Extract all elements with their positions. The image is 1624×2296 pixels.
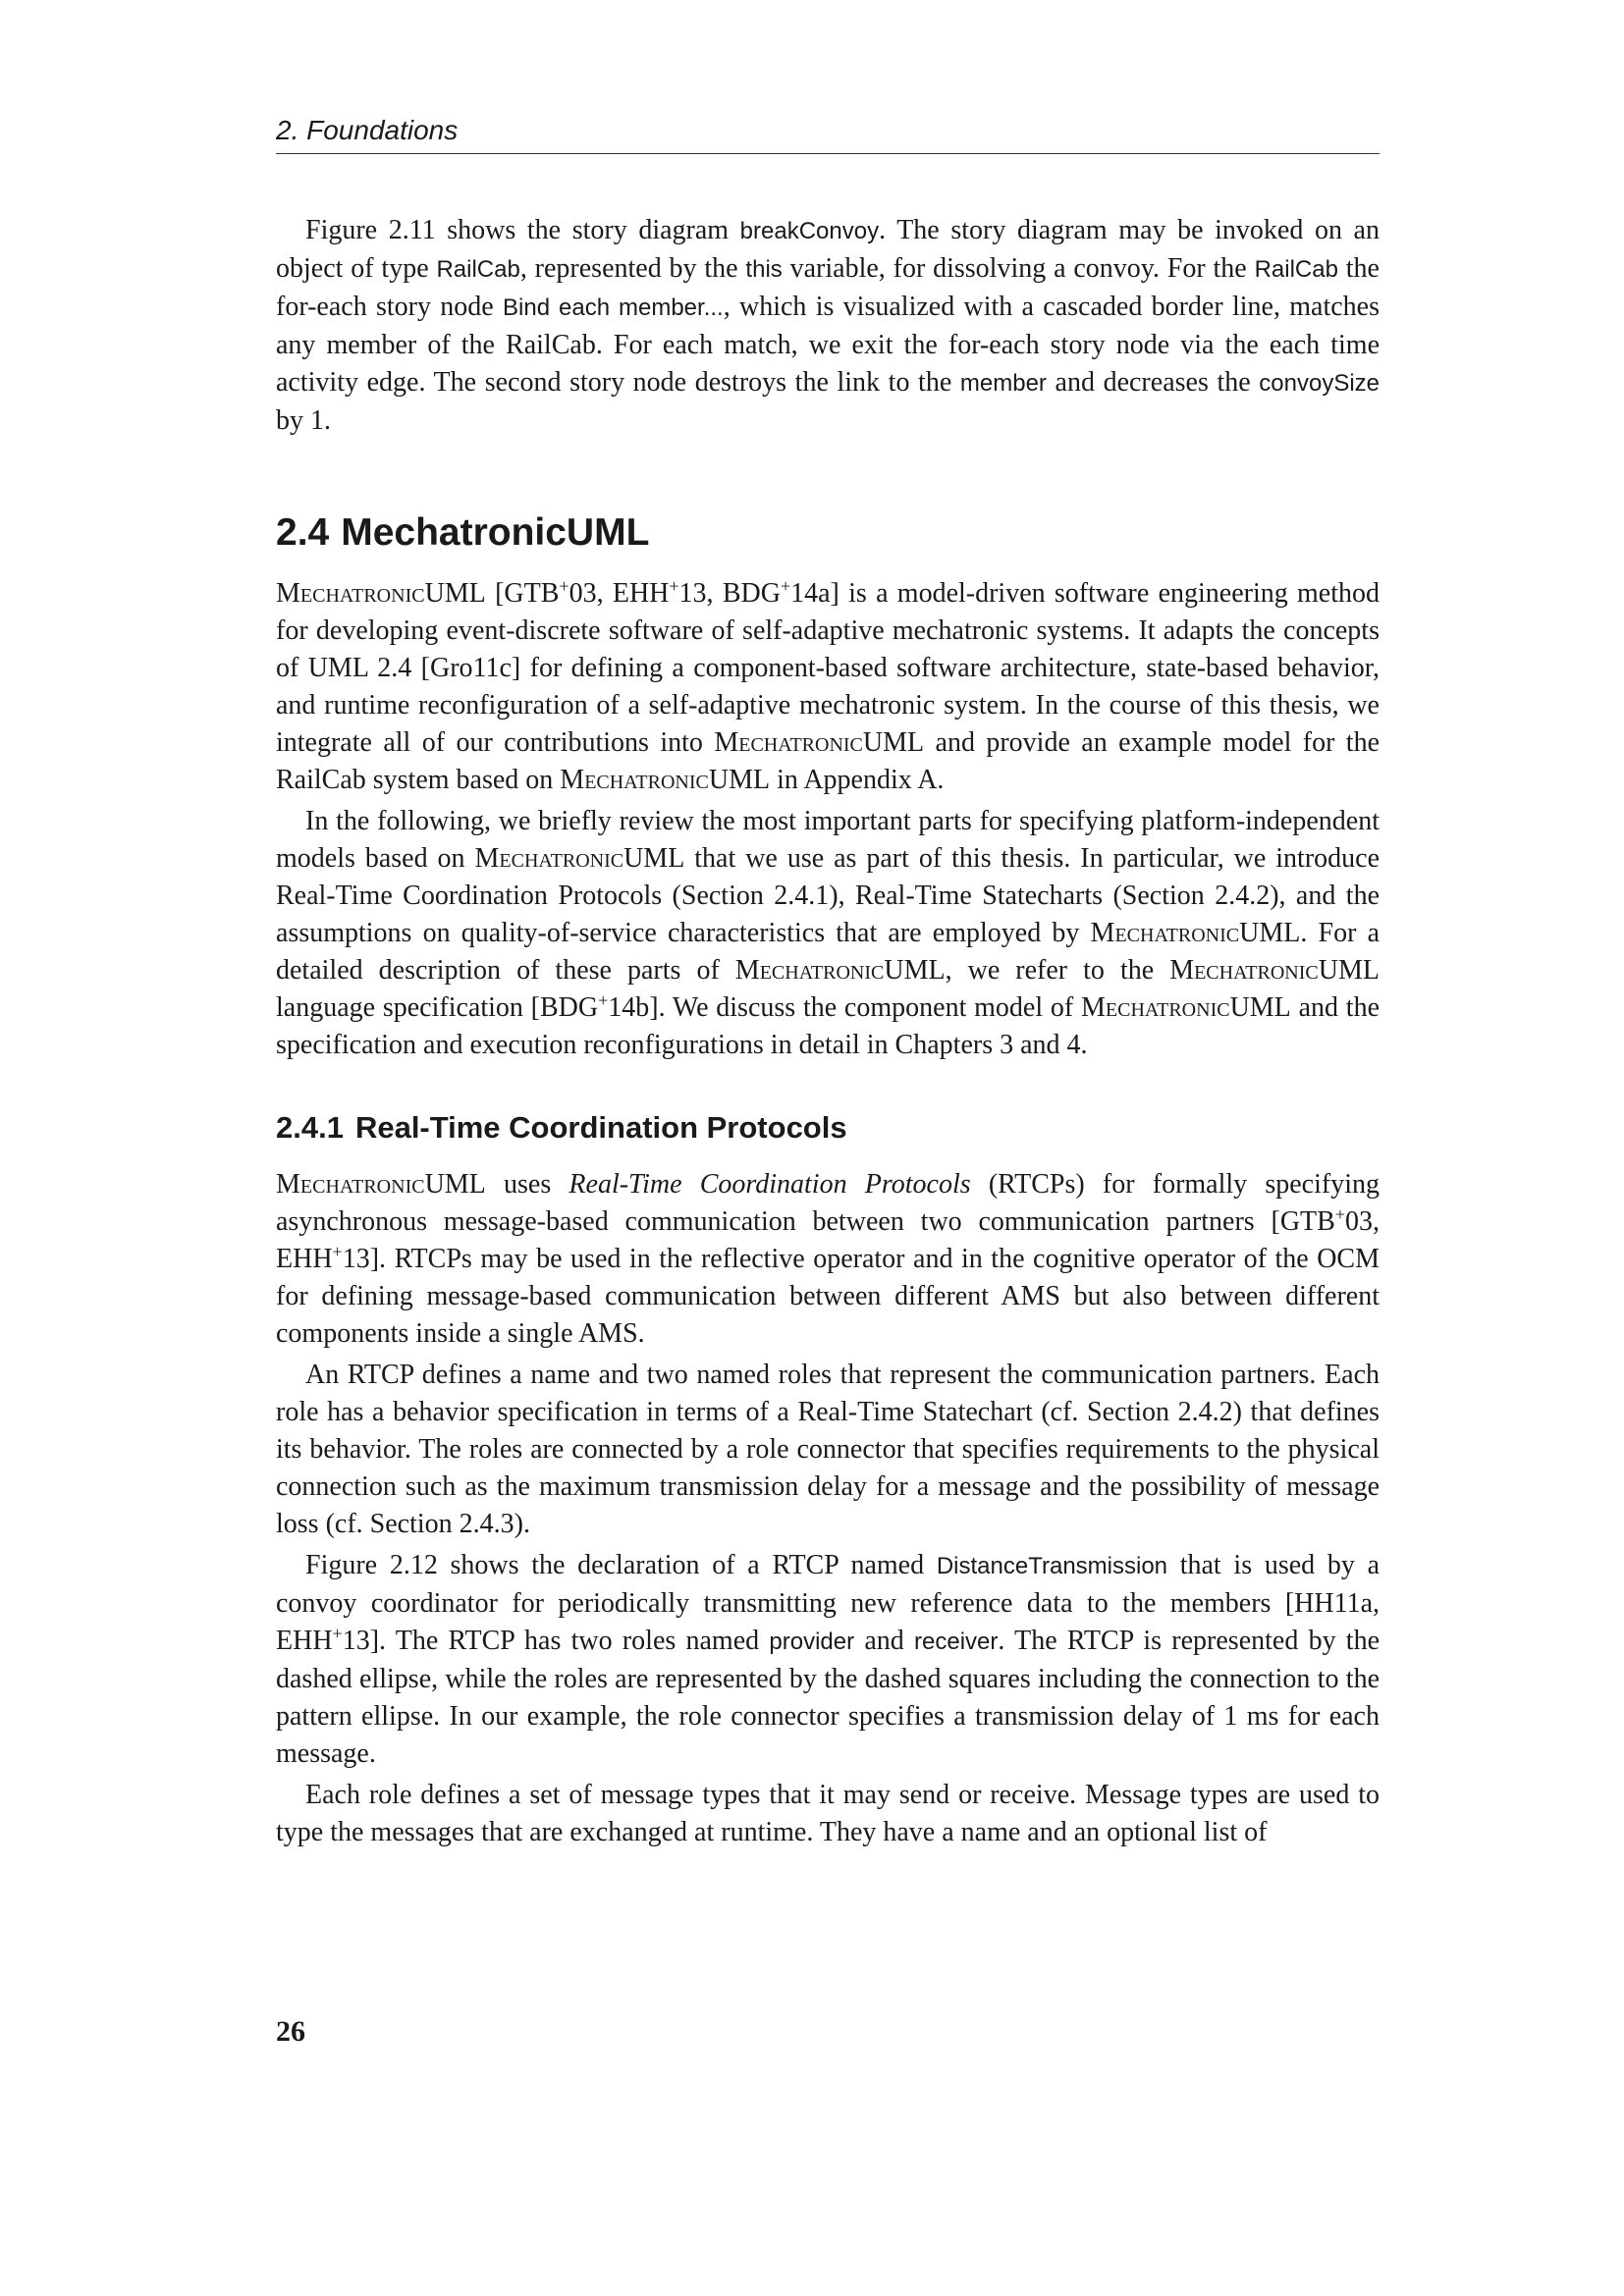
text-run: (RTCPs) for formally specifying asynchronous message-based communication between two communication partners [GTB [276, 1169, 1380, 1237]
text-run: 03, EHH [568, 578, 670, 609]
text-run: and the specification and execution reconfigurations in detail in Chapters 3 and 4. [276, 992, 1380, 1060]
code-term: RailCab [436, 256, 520, 283]
text-run: 13]. The RTCP has two roles named [342, 1626, 770, 1656]
text-run: in Appendix A. [770, 765, 945, 795]
text-run: An RTCP defines a name and two named roles that represent the communication partners. Each role has a behavior specification in terms of a Real-Time Statechart (cf. Section 2.4.2) that defines its behavior. The roles are connected by a role connector that specifies requirements to the physical connection such as the maximum transmission delay for a message and the possibility of message loss (cf. Section 2.4.3). [276, 1360, 1380, 1539]
text-run: , we refer to the [945, 955, 1170, 986]
code-term: RailCab [1254, 256, 1338, 283]
text-run: that is used by a convoy coordinator for periodically transmitting new reference data to the members [HH11a, EHH [276, 1550, 1380, 1656]
text-run: , represented by the [519, 253, 746, 284]
section-title: MechatronicUML [341, 511, 650, 554]
code-term: convoySize [1259, 370, 1380, 397]
text-run: In the following, we briefly review the most important parts for specifying platform-independent models based on [276, 806, 1380, 874]
page-number: 26 [276, 2015, 305, 2048]
small-caps-term: MechatronicUML [276, 578, 486, 609]
text-run: 14a] is a model-driven software engineering method for developing event-discrete software of self-adaptive mechatronic systems. It adapts the concepts of UML 2.4 [Gro11c] for defining a component-based software architecture, state-based behavior, and runtime reconfiguration of a self-adaptive mechatronic system. In the course of this thesis, we integrate all of our contributions into [276, 578, 1380, 758]
section-heading-2-4 [276, 510, 1380, 556]
section-number: 2.4.1 [276, 1110, 344, 1145]
code-term: this [745, 256, 783, 283]
paragraph-message-types [276, 1777, 1380, 1851]
small-caps-term: MechatronicUML [276, 1169, 486, 1200]
code-term: breakConvoy [739, 218, 880, 244]
text-run: the for-each story node [276, 253, 1380, 322]
paragraph-figure-2-12 [276, 1547, 1380, 1773]
superscript: + [780, 576, 791, 596]
text-run: . The story diagram may be invoked on an object of type [276, 215, 1380, 284]
text-run: uses [485, 1169, 569, 1200]
text-run: and decreases the [1046, 367, 1260, 398]
text-run: language specification [BDG [276, 992, 599, 1023]
text-run: . For a detailed description of these parts of [276, 918, 1380, 986]
code-term: Bind each member... [503, 294, 724, 321]
section-title: Real-Time Coordination Protocols [354, 1110, 847, 1145]
section-heading-2-4-1 [276, 1109, 1380, 1147]
text-run: by 1. [276, 405, 331, 436]
small-caps-term: MechatronicUML [734, 955, 946, 986]
text-run: variable, for dissolving a convoy. For the [782, 253, 1255, 284]
text-run: Each role defines a set of message types that it may send or receive. Message types are used to type the messages that are exchanged at runtime. They have a name and an optional list of [276, 1780, 1380, 1847]
emphasized-term: Real-Time Coordination Protocols [568, 1169, 971, 1200]
page-body [276, 212, 1380, 1851]
superscript: + [1334, 1204, 1345, 1224]
small-caps-term: MechatronicUML [714, 727, 925, 758]
paragraph-rtcp-roles [276, 1357, 1380, 1543]
superscript: + [669, 576, 679, 596]
code-term: DistanceTransmission [936, 1553, 1168, 1579]
paragraph-rtcp-intro [276, 1166, 1380, 1353]
small-caps-term: MechatronicUML [1090, 918, 1301, 948]
superscript: + [332, 1624, 343, 1643]
text-run: Figure 2.12 shows the declaration of a RTCP named [305, 1550, 937, 1580]
header-rule [276, 153, 1380, 154]
text-run: 03, EHH [276, 1206, 1380, 1274]
text-run: , which is visualized with a cascaded border line, matches any member of the RailCab. For each match, we exit the for-each story node via the each time activity edge. The second story node destroys the link to the [276, 292, 1380, 398]
code-term: member [959, 370, 1047, 397]
running-header: 2. Foundations [276, 115, 459, 145]
page [276, 0, 1380, 2296]
text-run: 13]. RTCPs may be used in the reflective operator and in the cognitive operator of the OCM for defining message-based communication between different AMS but also between different components inside a single AMS. [276, 1244, 1380, 1349]
text-run: and [854, 1626, 914, 1656]
paragraph-review-overview [276, 803, 1380, 1064]
text-run: Figure 2.11 shows the story diagram [305, 215, 740, 245]
superscript: + [332, 1242, 343, 1261]
text-run: 14b]. We discuss the component model of [608, 992, 1081, 1023]
small-caps-term: MechatronicUML [560, 765, 771, 795]
text-run: . The RTCP is represented by the dashed ellipse, while the roles are represented by the dashed squares including the connection to the pattern ellipse. In our example, the role connector specifies a transmission delay of 1 ms for each message. [276, 1626, 1380, 1769]
superscript: + [598, 990, 609, 1010]
small-caps-term: MechatronicUML [474, 843, 685, 874]
section-number: 2.4 [276, 511, 330, 554]
paragraph-mechatronicuml-intro [276, 575, 1380, 799]
text-run: and provide an example model for the RailCab system based on [276, 727, 1380, 795]
code-term: receiver [914, 1629, 999, 1655]
small-caps-term: MechatronicUML [1081, 992, 1291, 1023]
code-term: provider [769, 1629, 855, 1655]
superscript: + [559, 576, 569, 596]
text-run: 13, BDG [678, 578, 781, 609]
text-run: [GTB [485, 578, 560, 609]
text-run: that we use as part of this thesis. In particular, we introduce Real-Time Coordination Protocols (Section 2.4.1), Real-Time Statecharts (Section 2.4.2), and the assumptions on quality-of-service characteristics that are employed by [276, 843, 1380, 948]
small-caps-term: MechatronicUML [1169, 955, 1380, 986]
paragraph-story-diagram [276, 212, 1380, 440]
